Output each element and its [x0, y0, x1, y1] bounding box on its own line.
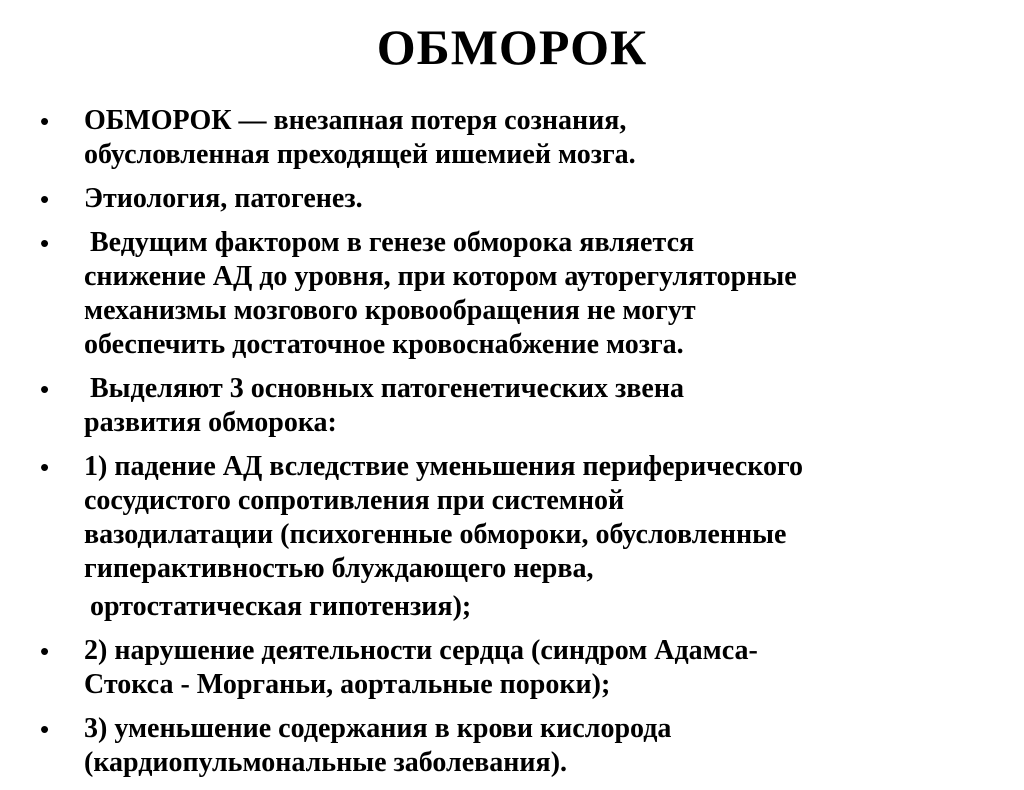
- bullet-list: [0, 104, 1024, 790]
- bullet-text-line: Этиология, патогенез.: [84, 183, 363, 214]
- bullet-item-pathogenetic-links: [0, 372, 1024, 440]
- bullet-text-line: 2) нарушение деятельности сердца (синдром Адамса-: [84, 635, 758, 666]
- bullet-item-link-2: [0, 634, 1024, 702]
- bullet-text-line: (кардиопульмональные заболевания).: [84, 747, 568, 778]
- bullet-item-link-3: [0, 712, 1024, 780]
- bullet-dot-icon: •: [40, 374, 50, 404]
- bullet-text-line: вазодилатации (психогенные обмороки, обусловленные: [84, 519, 787, 550]
- bullet-dot-icon: •: [40, 714, 50, 744]
- bullet-text-line: механизмы мозгового кровообращения не могут: [84, 295, 696, 326]
- continuation-text-line: ортостатическая гипотензия);: [90, 591, 472, 622]
- bullet-text-line: Ведущим фактором в генезе обморока является: [90, 227, 695, 258]
- bullet-text-line: сосудистого сопротивления при системной: [84, 485, 625, 516]
- bullet-continuation: [0, 590, 1024, 624]
- bullet-item-leading-factor: [0, 226, 1024, 362]
- bullet-dot-icon: •: [40, 184, 50, 214]
- bullet-text-line: Стокса - Морганьи, аортальные пороки);: [84, 669, 611, 700]
- bullet-dot-icon: •: [40, 106, 50, 136]
- bullet-text-line: Выделяют 3 основных патогенетических звена: [90, 373, 684, 404]
- bullet-text-line: ОБМОРОК — внезапная потеря сознания,: [84, 105, 627, 136]
- bullet-text-line: развития обморока:: [84, 407, 337, 438]
- bullet-item-link-1: [0, 450, 1024, 586]
- bullet-text-line: 3) уменьшение содержания в крови кислорода: [84, 713, 672, 744]
- bullet-item-etiology: [0, 182, 1024, 216]
- slide-title: ОБМОРОК: [376, 19, 648, 75]
- bullet-text-line: 1) падение АД вследствие уменьшения периферического: [84, 451, 804, 482]
- bullet-text-line: обусловленная преходящей ишемией мозга.: [84, 139, 636, 170]
- bullet-dot-icon: •: [40, 228, 50, 258]
- bullet-item-definition: [0, 104, 1024, 172]
- bullet-dot-icon: •: [40, 452, 50, 482]
- bullet-dot-icon: •: [40, 636, 50, 666]
- bullet-text-line: гиперактивностью блуждающего нерва,: [84, 553, 594, 584]
- bullet-text-line: обеспечить достаточное кровоснабжение мозга.: [84, 329, 684, 360]
- bullet-text-line: снижение АД до уровня, при котором ауторегуляторные: [84, 261, 797, 292]
